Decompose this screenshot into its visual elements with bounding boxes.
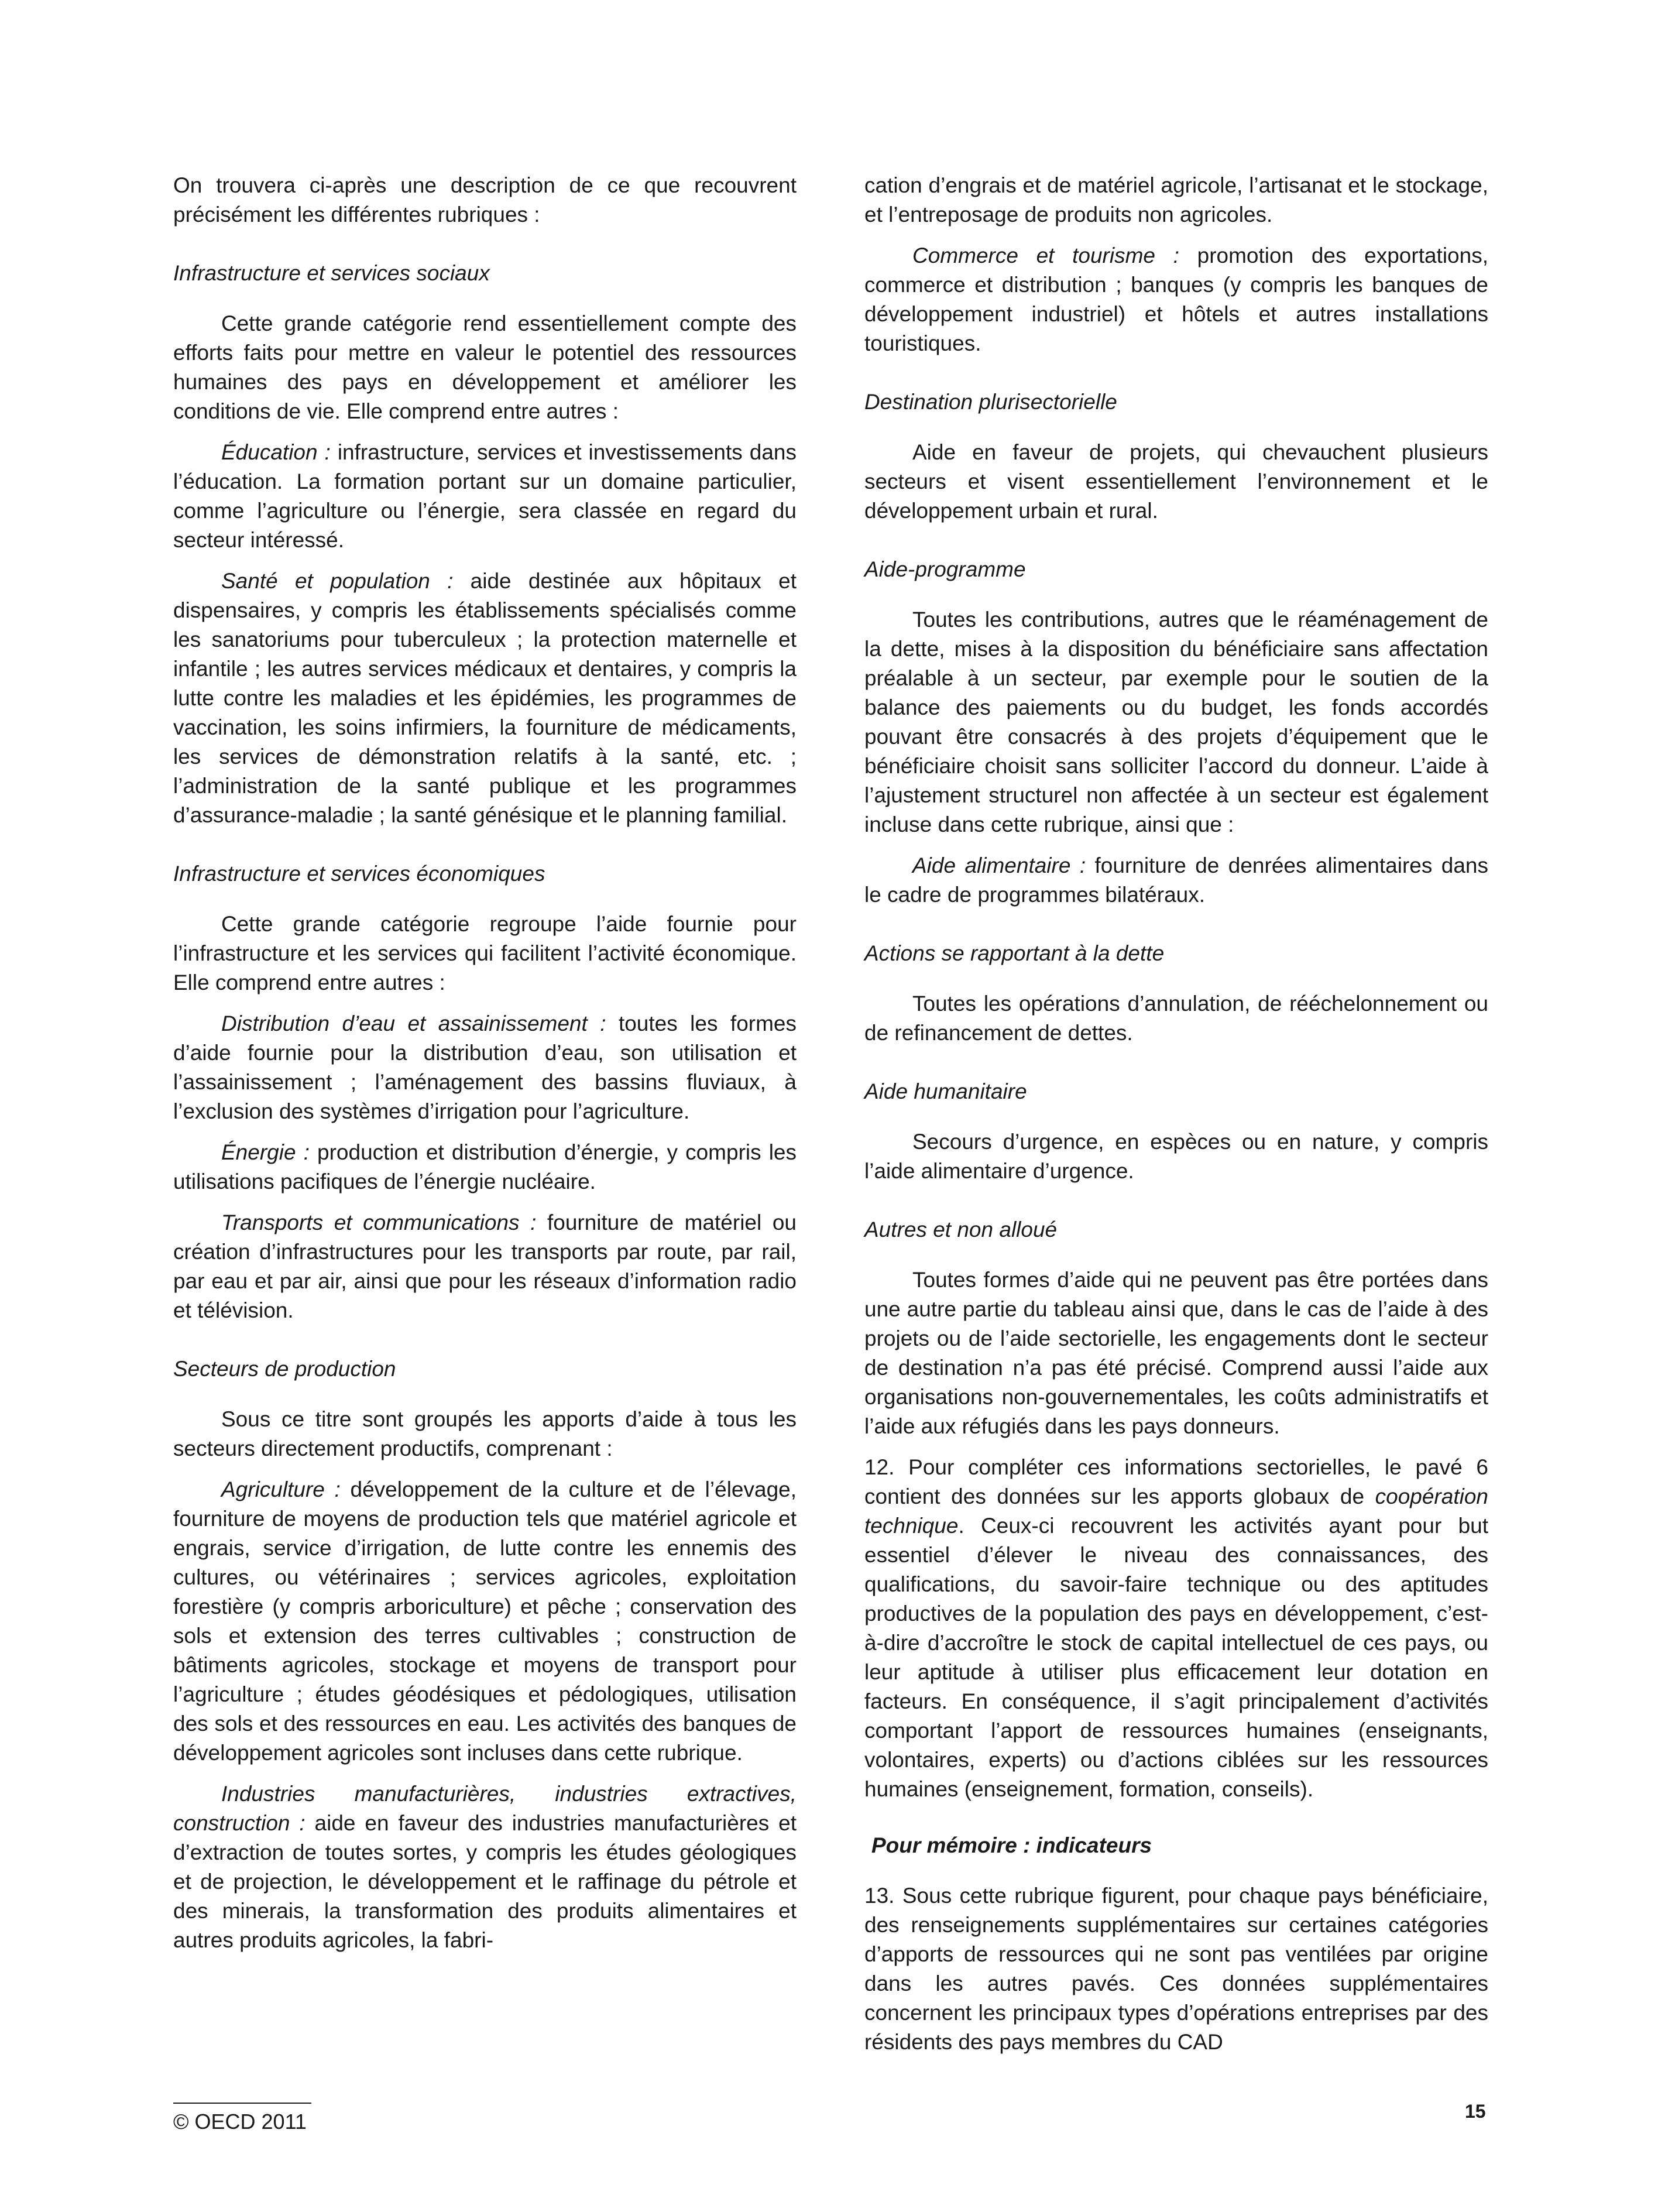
section-heading-dette: Actions se rapportant à la dette	[864, 941, 1165, 965]
paragraph-industries	[173, 1779, 797, 1955]
intro-paragraph: On trouvera ci-après une description de ce que recouvrent précisément les différentes rubriques :	[173, 173, 797, 227]
paragraph-sante	[173, 567, 797, 830]
right-column	[864, 171, 1488, 2069]
text-industries: aide en faveur des industries manufacturières et d’extraction de toutes sortes, y compris les études géologiques et de projection, le développement et le raffinage du pétrole et des minerais, la transformation des produits alimentaires et autres produits agricoles, la fabri-	[173, 1811, 797, 1952]
text-12-b: . Ceux-ci recouvrent les activités ayant pour but essentiel d’élever le niveau des connaissances, des qualifications, du savoir-faire technique ou des aptitudes productives de la population des pays en développement, c’est-à-dire d’accroître le stock de capital intellectuel de ces pays, ou leur aptitude à utiliser plus efficacement leur dotation en facteurs. En conséquence, il s’agit principalement d’activités comportant l’apport de ressources humaines (enseignants, volontaires, experts) ou d’actions ciblées sur les ressources humaines (enseignement, formation, conseils).	[864, 1514, 1488, 1801]
paragraph-economic: Cette grande catégorie regroupe l’aide fournie pour l’infrastructure et les services qui facilitent l’activité économique. Elle comprend entre autres :	[173, 912, 797, 994]
term-energie: Énergie :	[221, 1140, 310, 1164]
term-education: Éducation :	[221, 440, 331, 464]
paragraph-aide-alimentaire	[864, 851, 1488, 910]
paragraph-social: Cette grande catégorie rend essentiellement compte des efforts faits pour mettre en valeur le potentiel des ressources humaines des pays en développement et améliorer les conditions de vie. Elle comprend entre autres :	[173, 311, 797, 423]
paragraph-agriculture	[173, 1475, 797, 1768]
section-heading-humanitaire: Aide humanitaire	[864, 1079, 1027, 1103]
text-sante: aide destinée aux hôpitaux et dispensaires, y compris les établissements spécialisés comme les sanatoriums pour tuberculeux ; la protection maternelle et infantile ; les autres services médicaux et dentaires, y compris la lutte contre les maladies et les épidémies, les programmes de vaccination, les soins infirmiers, la fourniture de médicaments, les services de démonstration relatifs à la santé, etc. ; l’administration de la santé publique et les programmes d’assurance-maladie ; la santé génésique et le planning familial.	[173, 569, 797, 827]
section-heading-production: Secteurs de production	[173, 1357, 396, 1381]
footer-rule	[173, 2103, 311, 2104]
paragraph-education	[173, 438, 797, 555]
left-column	[173, 171, 797, 1967]
paragraph-energie	[173, 1138, 797, 1196]
page-number: 15	[1465, 2101, 1486, 2122]
term-transports: Transports et communications :	[221, 1210, 537, 1234]
copyright: © OECD 2011	[173, 2110, 307, 2134]
text-12-a: 12. Pour compléter ces informations sectorielles, le pavé 6 contient des données sur les apports globaux de	[864, 1455, 1488, 1508]
paragraph-commerce	[864, 241, 1488, 358]
term-commerce: Commerce et tourisme :	[912, 244, 1179, 268]
text-eau: toutes les formes d’aide fournie pour la distribution d’eau, son utilisation et l’assainissement ; l’aménagement des bassins fluviaux, à l’exclusion des systèmes d’irrigation pour l’agriculture.	[173, 1011, 797, 1123]
section-heading-plurisectorielle: Destination plurisectorielle	[864, 390, 1117, 414]
section-heading-social: Infrastructure et services sociaux	[173, 261, 490, 285]
text-commerce: promotion des exportations, commerce et distribution ; banques (y compris les banques de développement industriel) et hôtels et autres installations touristiques.	[864, 244, 1488, 355]
paragraph-12	[864, 1453, 1488, 1804]
text-agriculture: développement de la culture et de l’élevage, fourniture de moyens de production tels que matériel agricole et engrais, service d’irrigation, de lutte contre les ennemis des cultures, ou vétérinaires ; services agricoles, exploitation forestière (y compris arboriculture) et pêche ; conservation des sols et extension des terres cultivables ; construction de bâtiments agricoles, stockage et moyens de transport pour l’agriculture ; études géodésiques et pédologiques, utilisation des sols et des ressources en eau. Les activités des banques de développement agricoles sont incluses dans cette rubrique.	[173, 1477, 797, 1765]
section-heading-memoire: Pour mémoire : indicateurs	[871, 1833, 1152, 1857]
paragraph-continuation: cation d’engrais et de matériel agricole, l’artisanat et le stockage, et l’entreposage de produits non agricoles.	[864, 173, 1488, 227]
term-agriculture: Agriculture :	[221, 1477, 341, 1501]
text-education: infrastructure, services et investissements dans l’éducation. La formation portant sur un domaine particulier, comme l’agriculture ou l’énergie, sera classée en regard du secteur intéressé.	[173, 440, 797, 552]
term-cooperation-technique: coopération technique	[864, 1484, 1488, 1538]
text-aide-alimentaire: fourniture de denrées alimentaires dans le cadre de programmes bilatéraux.	[864, 853, 1488, 907]
text-energie: production et distribution d’énergie, y compris les utilisations pacifiques de l’énergie nucléaire.	[173, 1140, 797, 1194]
paragraph-eau	[173, 1009, 797, 1126]
paragraph-transports	[173, 1208, 797, 1325]
paragraph-dette: Toutes les opérations d’annulation, de rééchelonnement ou de refinancement de dettes.	[864, 992, 1488, 1045]
term-eau: Distribution d’eau et assainissement :	[221, 1011, 606, 1035]
section-heading-aide-programme: Aide-programme	[864, 557, 1026, 581]
section-heading-autres: Autres et non alloué	[864, 1218, 1058, 1242]
paragraph-autres: Toutes formes d’aide qui ne peuvent pas être portées dans une autre partie du tableau ainsi que, dans le cas de l’aide à des projets ou de l’aide sectorielle, les engagements dont le secteur de destination n’a pas été précisé. Comprend aussi l’aide aux organisations non-gouvernementales, les coûts administratifs et l’aide aux réfugiés dans les pays donneurs.	[864, 1268, 1488, 1438]
paragraph-plurisectorielle: Aide en faveur de projets, qui chevauchent plusieurs secteurs et visent essentiellement l’environnement et le développement urbain et rural.	[864, 440, 1488, 523]
section-heading-economic: Infrastructure et services économiques	[173, 862, 545, 886]
paragraph-13: 13. Sous cette rubrique figurent, pour chaque pays bénéficiaire, des renseignements supplémentaires sur certaines catégories d’apports de ressources qui ne sont pas ventilées par origine dans les autres pavés. Ces données supplémentaires concernent les principaux types d’opérations entreprises par des résidents des pays membres du CAD	[864, 1884, 1488, 2054]
term-industries: Industries manufacturières, industries extractives, construction :	[173, 1782, 797, 1835]
text-transports: fourniture de matériel ou création d’infrastructures pour les transports par route, par rail, par eau et par air, ainsi que pour les réseaux d’information radio et télévision.	[173, 1210, 797, 1322]
paragraph-aide-programme: Toutes les contributions, autres que le réaménagement de la dette, mises à la disposition du bénéficiaire sans affectation préalable à un secteur, par exemple pour le soutien de la balance des paiements ou du budget, les fonds accordés pouvant être consacrés à des projets d’équipement que le bénéficiaire choisit sans solliciter l’accord du donneur. L’aide à l’ajustement structurel non affectée à un secteur est également incluse dans cette rubrique, ainsi que :	[864, 608, 1488, 836]
term-aide-alimentaire: Aide alimentaire :	[912, 853, 1086, 877]
paragraph-production: Sous ce titre sont groupés les apports d’aide à tous les secteurs directement productifs, comprenant :	[173, 1407, 797, 1460]
term-sante: Santé et population :	[221, 569, 454, 593]
paragraph-humanitaire: Secours d’urgence, en espèces ou en nature, y compris l’aide alimentaire d’urgence.	[864, 1130, 1488, 1183]
